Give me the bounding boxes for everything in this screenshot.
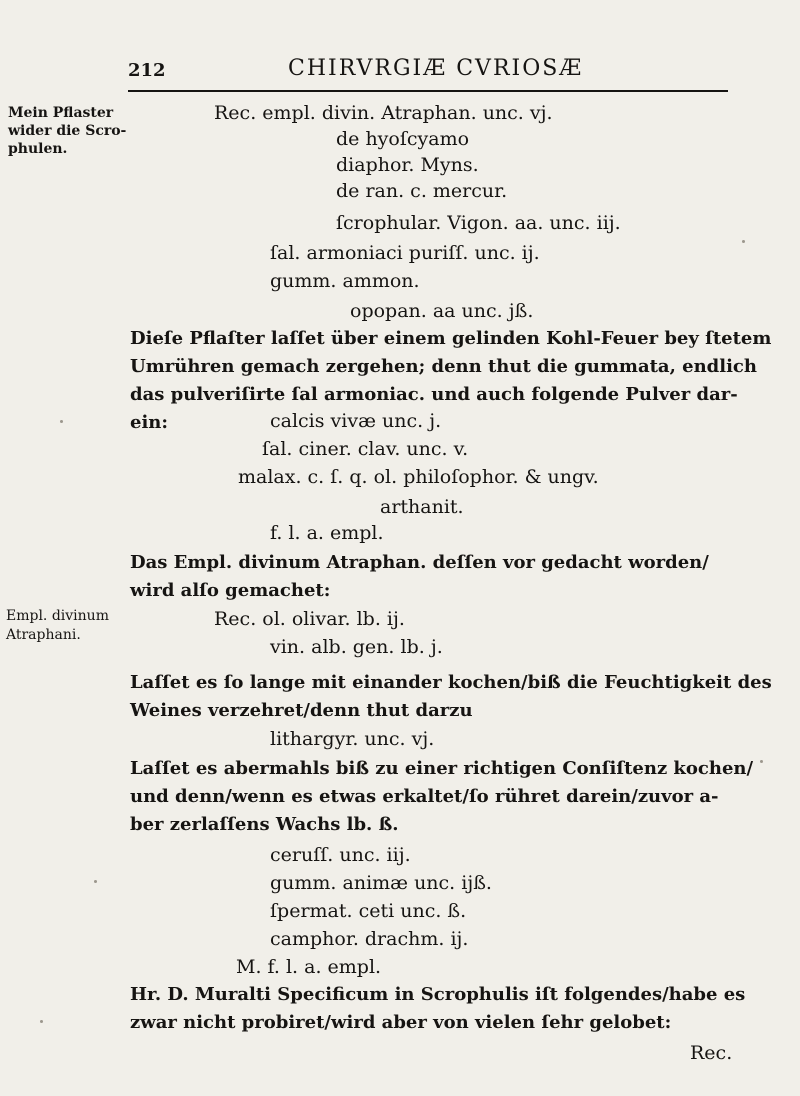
running-title: CHIRVRGIÆ CVRIOSÆ (288, 56, 584, 81)
text-line: Weines verzehret/denn thut darzu (130, 700, 473, 721)
paper-speck (40, 1020, 43, 1023)
margin-note-line: Empl. divinum (6, 608, 109, 624)
text-line: arthanit. (380, 496, 464, 518)
text-line: diaphor. Myns. (336, 154, 479, 176)
text-line: ceruſſ. unc. iij. (270, 844, 411, 866)
page-header (128, 52, 728, 92)
margin-note-line: Atraphani. (6, 627, 81, 643)
text-line: gumm. ammon. (270, 270, 420, 292)
text-line: de hyoſcyamo (336, 128, 470, 150)
margin-note-line: wider die Scro- (8, 123, 127, 139)
text-line: ſpermat. ceti unc. ß. (270, 900, 467, 922)
text-line: das pulveriſirte ſal armoniac. und auch folgende Pulver dar- (130, 384, 738, 405)
text-line: wird alſo gemachet: (130, 580, 331, 601)
catchword: Rec. (690, 1042, 733, 1064)
header-rule (128, 90, 728, 92)
text-line: vin. alb. gen. lb. j. (270, 636, 443, 658)
text-line: malax. c. ſ. q. ol. philoſophor. & ungv. (238, 466, 599, 488)
text-line: Laſſet es ſo lange mit einander kochen/biß die Feuchtigkeit des (130, 672, 772, 693)
text-line: ber zerlaſſens Wachs lb. ß. (130, 814, 399, 835)
text-line: Dieſe Pflaſter laſſet über einem gelinden Kohl-Feuer bey ſtetem (130, 328, 772, 349)
paper-speck (760, 760, 763, 763)
margin-note-line: Mein Pflaster (8, 105, 114, 121)
paper-speck (742, 240, 745, 243)
text-line: calcis vivæ unc. j. (270, 410, 442, 432)
page-number: 212 (128, 60, 166, 81)
text-line: und denn/wenn es etwas erkaltet/ſo rühret darein/zuvor a- (130, 786, 719, 807)
paper-speck (60, 420, 63, 423)
text-line: ſal. ciner. clav. unc. v. (262, 438, 469, 460)
text-line: de ran. c. mercur. (336, 180, 508, 202)
text-line: lithargyr. unc. vj. (270, 728, 435, 750)
text-line: M. f. l. a. empl. (236, 956, 382, 978)
text-line: Rec. empl. divin. Atraphan. unc. vj. (214, 102, 553, 124)
text-line: Hr. D. Muralti Specificum in Scrophulis iſt folgendes/habe es (130, 984, 746, 1005)
text-line: f. l. a. empl. (270, 522, 384, 544)
text-line: opopan. aa unc. jß. (350, 300, 534, 322)
paper-speck (94, 880, 97, 883)
text-line: camphor. drachm. ij. (270, 928, 469, 950)
text-line: ſal. armoniaci puriſſ. unc. ij. (270, 242, 540, 264)
text-line: ein: (130, 412, 169, 433)
text-line: Das Empl. divinum Atraphan. deſſen vor gedacht worden/ (130, 552, 709, 573)
text-line: ſcrophular. Vigon. aa. unc. iij. (336, 212, 621, 234)
text-line: Laſſet es abermahls biß zu einer richtigen Conſiſtenz kochen/ (130, 758, 754, 779)
text-line: Umrühren gemach zergehen; denn thut die gummata, endlich (130, 356, 757, 377)
margin-note-line: phulen. (8, 141, 68, 157)
text-line: zwar nicht probiret/wird aber von vielen ſehr gelobet: (130, 1012, 672, 1033)
text-line: Rec. ol. olivar. lb. ij. (214, 608, 405, 630)
text-line: gumm. animæ unc. ijß. (270, 872, 492, 894)
